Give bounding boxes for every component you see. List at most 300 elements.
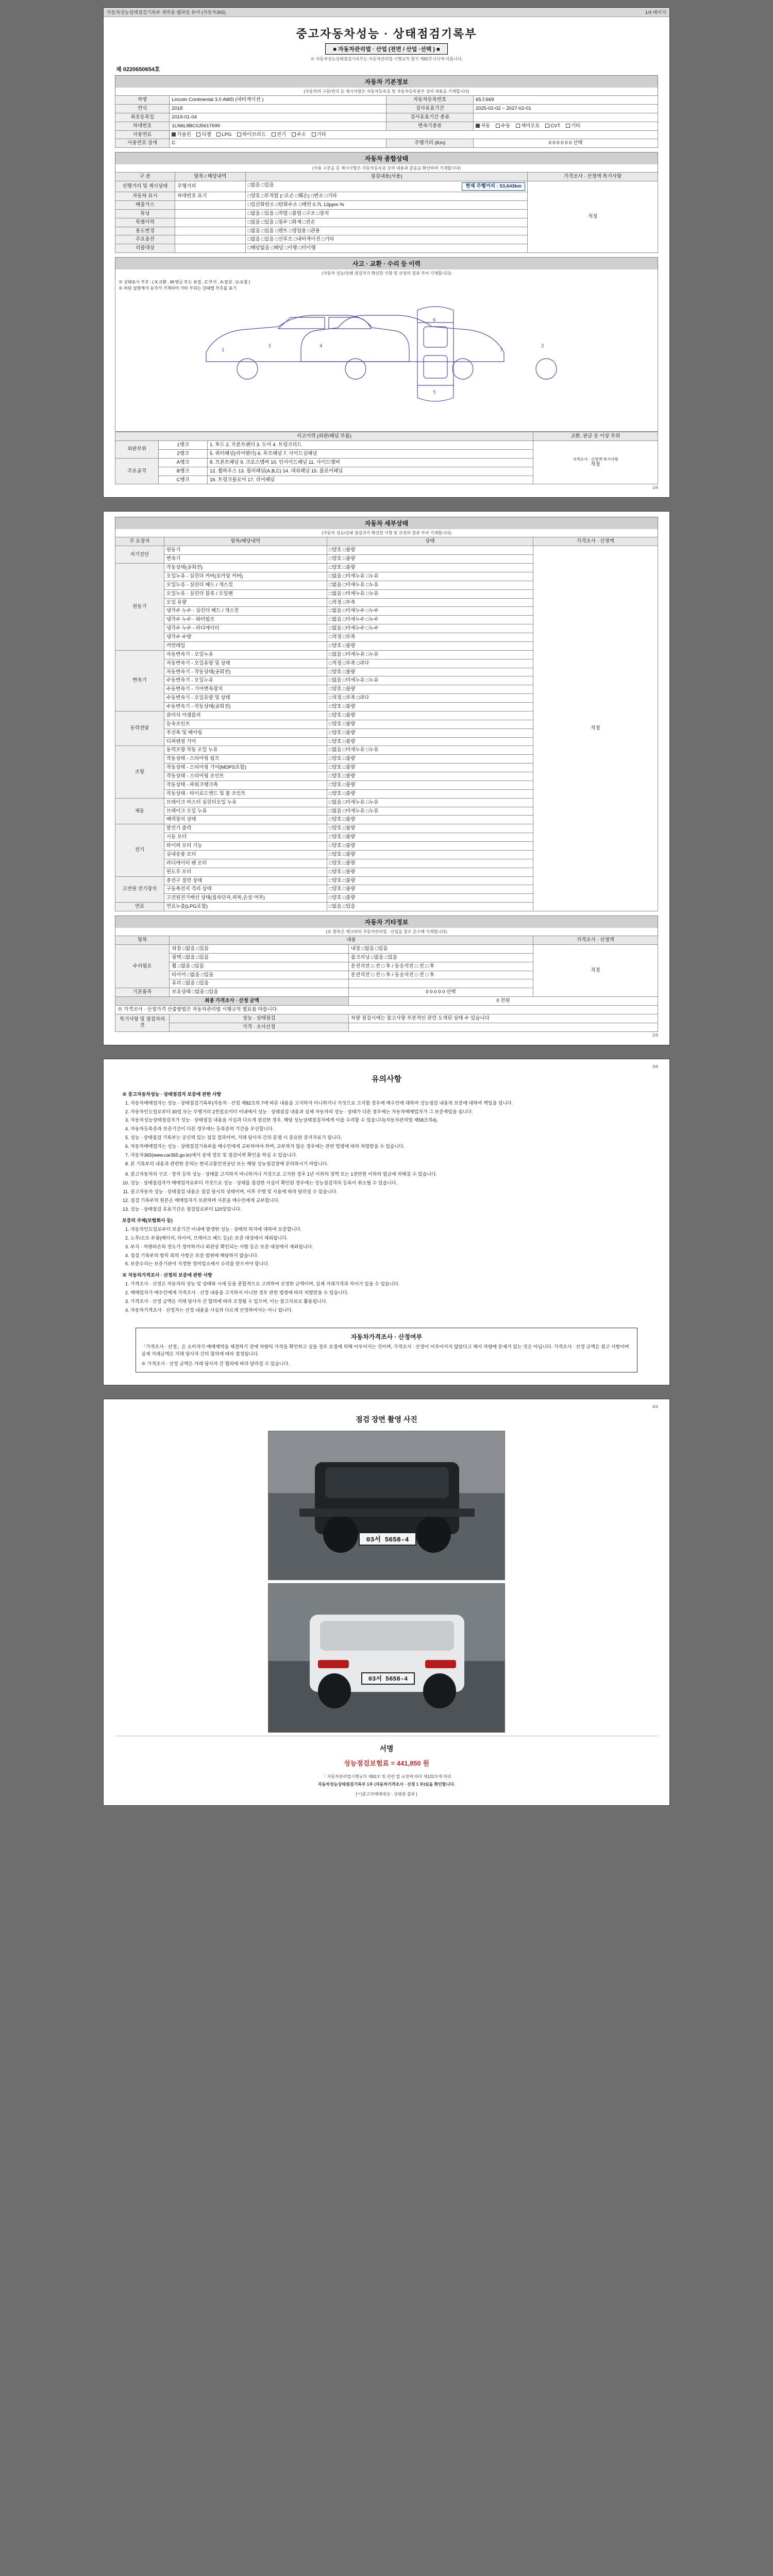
section-detail-note: (자동차 성능/상태 점검자가 확인한 사항 및 산정의 결과 부여 기재합니다) — [115, 529, 658, 537]
rank-level: A랭크 — [159, 458, 208, 467]
col-header: 가격조사 · 산정액 특기사항 — [528, 173, 658, 181]
basic-label: 연식 — [115, 104, 170, 113]
detail-state[interactable]: □없음 □미세누수 □누수 — [327, 616, 533, 624]
etc-price-note: 적정 — [533, 944, 658, 996]
basic-label: 검사유효기간 종류 — [386, 113, 473, 122]
notice-item: 13. 성능 · 상태점검 유효기간은 점검일로부터 120일입니다. — [130, 1206, 651, 1213]
detail-state[interactable]: □적정 □부족 □과다 — [327, 694, 533, 703]
row-state — [245, 181, 528, 192]
price-note-value — [348, 1023, 658, 1031]
checkbox-gasoline[interactable] — [172, 132, 176, 137]
basic-label: 자동차등록번호 — [386, 96, 473, 105]
section-etc-header: 자동차 기타정보 — [115, 916, 658, 928]
price-note-head: 가격 · 조사산정 — [170, 1023, 348, 1031]
declaration-text: 「가격조사 · 산정」은 소비자가 매매계약을 체결하기 전에 차량의 가격을 확인하고 싶을 경우 요청에 의해 이루어지는 것이며, 가격조사 · 산정이 이루어지지 않았다고 해서 차량에 문제가 있는 것은 아닙니다. 가격조사 · 산정 금액은 참고 사항이며 실제 거래금액은 거래 당사자 간의 합의에 따라 결정됩니다. — [141, 1344, 629, 1357]
detail-state[interactable]: □양호 □불량 — [327, 894, 533, 903]
etc-item: 외장 □없음 □있음 — [170, 944, 348, 953]
notices-list-1 — [130, 1100, 651, 1168]
inspection-photo-rear — [268, 1583, 505, 1733]
svg-text:7: 7 — [500, 348, 503, 353]
table-row — [115, 130, 658, 139]
page-corner-1: 1/4 — [652, 485, 658, 490]
table-row — [115, 181, 658, 192]
row-state: □없음 □있음 □적법 □불법 □구조 □장치 — [245, 209, 528, 218]
detail-state[interactable]: □양호 □불량 — [327, 720, 533, 728]
etc-item: 광택 □없음 □있음 — [170, 953, 348, 962]
table-row — [115, 96, 658, 105]
etc-item: 운전석전 □ 전 □ 후 / 동승석전 □ 전 □ 후 — [348, 962, 533, 971]
row-state: □없음 □있음 □침수 □화재 □전손 — [245, 218, 528, 227]
detail-item: 자동변속기 - 오일누유 — [164, 650, 327, 659]
special-note-head: 성능 · 상태점검 — [170, 1014, 348, 1023]
detail-item: 수동변속기 - 오일유량 및 상태 — [164, 694, 327, 703]
detail-group: 조향 — [115, 746, 164, 798]
detail-item: 실내송풍 모터 — [164, 850, 327, 859]
rank-level: 1랭크 — [159, 441, 208, 450]
detail-state[interactable]: □없음 □미세누수 □누수 — [327, 607, 533, 616]
basic-value: Lincoln Continental 3.0 AWD (네비게이션 ) — [170, 96, 386, 105]
notice-item: 4. 자동차등록증과 보증기간이 다른 경우에는 등록증의 기간을 우선합니다. — [130, 1126, 651, 1133]
document-page-1 — [103, 7, 670, 498]
checkbox-trans-etc[interactable] — [566, 124, 570, 128]
notices-list-4 — [130, 1281, 651, 1314]
detail-state[interactable]: □양호 □불량 — [327, 764, 533, 772]
detail-item: 변속기 — [164, 555, 327, 564]
table-row — [115, 441, 658, 450]
basic-label: 사용연료 상세 — [115, 139, 170, 148]
row-group: 자동차 표시 — [115, 192, 175, 201]
etc-item: 내장 □없음 □있음 — [348, 944, 533, 953]
detail-item: 오일 유량 — [164, 598, 327, 607]
window-title: 자동차성능상태점검기록부 제작용 웹파일 뷰어 (자동차365) — [107, 10, 226, 15]
notices-body — [115, 1085, 658, 1323]
notices-section-sub-head: 보증의 주체(보험회사 등) — [122, 1217, 173, 1223]
detail-item: 와이퍼 모터 기능 — [164, 842, 327, 851]
row-item — [175, 200, 245, 209]
notice-item: 1. 가격조사 · 산정은 자동차의 성능 및 상태와 시세 등을 종합적으로 고려하여 산정한 금액이며, 실제 거래가격과 차이가 있을 수 있습니다. — [130, 1281, 651, 1288]
detail-item: 추진축 및 베어링 — [164, 728, 327, 737]
row-group: 선행거리 및 제시상태 — [115, 181, 175, 192]
footer-tag: [ㅜ]중고차매매대상 · 상태점 결과 ] — [356, 1791, 417, 1797]
license-plate-front: 03서 5658-4 — [359, 1532, 416, 1546]
detail-state[interactable]: □양호 □불량 — [327, 728, 533, 737]
section-overall-note: (사용 구분을 등 제시사항은 자동차등록증 상의 내용과 같음을 확인하며 기재합니다) — [115, 164, 658, 172]
detail-state[interactable]: □없음 □미세누유 □누유 — [327, 807, 533, 816]
detail-item: 연료누출(LPG포함) — [164, 903, 327, 911]
notice-item: 3. 가격조사 · 산정 금액은 거래 당사자 간 합의에 따라 조정될 수 있으며, 이는 참고자료로 활용됩니다. — [130, 1298, 651, 1306]
basic-value: 2025-02-02 ~ 2027-02-01 — [473, 104, 658, 113]
notice-item: 2. 노후/소모 부품(배터리, 타이어, 브레이크 패드 등)은 보증 대상에서 제외됩니다. — [130, 1235, 651, 1242]
detail-state[interactable]: □양호 □불량 — [327, 668, 533, 676]
table-row — [115, 113, 658, 122]
col-header: 구 분 — [115, 173, 175, 181]
detail-state[interactable]: □양호 □불량 — [327, 711, 533, 720]
detail-state[interactable]: □양호 □불량 — [327, 703, 533, 711]
detail-group: 원동기 — [115, 564, 164, 651]
detail-group: 연료 — [115, 903, 164, 911]
rank-level: B랭크 — [159, 467, 208, 476]
detail-item: 수동변속기 - 오일누유 — [164, 676, 327, 685]
etc-item: 룸크리닝 □없음 □있음 — [348, 953, 533, 962]
inspection-fee-label: 성능점검보험료 = — [344, 1759, 395, 1767]
row-item — [175, 227, 245, 235]
detail-state[interactable]: □양호 □불량 — [327, 737, 533, 746]
notice-item: 12. 점검 기록부의 원본은 매매업자가 보관하며 사본을 매수인에게 교부합니다. — [130, 1197, 651, 1205]
rank-items: 5. 쿼터패널(리어팬더) 6. 루프패널 7. 사이드실패널 — [208, 449, 533, 458]
detail-item: 작동상태 - 스티어링 기어(MDPS포함) — [164, 764, 327, 772]
basic-value: 2019-01-04 — [170, 113, 386, 122]
notice-item: 8. 본 기록부의 내용과 관련한 문의는 한국교통안전공단 또는 해당 성능점검장에 문의하시기 바랍니다. — [130, 1161, 651, 1168]
table-row — [115, 122, 658, 130]
window-page-indicator: 1/4 페이지 — [645, 10, 666, 15]
detail-state[interactable]: □양호 □불량 — [327, 755, 533, 764]
checkbox-diesel[interactable] — [196, 132, 200, 137]
detail-item: 발전기 출력 — [164, 824, 327, 833]
notice-item: 4. 점검 기록부의 항목 외의 사항은 보증 범위에 해당하지 않습니다. — [130, 1252, 651, 1260]
notice-item: 7. 자동차365(www.car365.go.kr)에서 상세 정보 및 점검이력 확인을 하실 수 있습니다. — [130, 1152, 651, 1159]
etc-item: 0 0 0 0 0 선택 — [348, 988, 533, 997]
notice-item: 10. 성능 · 상태점검자가 매매업자로부터 거짓으로 성능 · 상태를 점검한 사실이 확인된 경우에는 성능점검자의 등록이 취소될 수 있습니다. — [130, 1180, 651, 1187]
detail-item: 디퍼렌셜 기어 — [164, 737, 327, 746]
col-header: 가격조사 · 산정액 — [533, 537, 658, 546]
row-state: □양호 □부적합 (□오손 □훼손) □변조 □기타 — [245, 192, 528, 201]
detail-state[interactable]: □없음 □미세누수 □누수 — [327, 624, 533, 633]
detail-state[interactable]: □없음 □있음 — [327, 903, 533, 911]
etc-item: 운전석전 □ 전 □ 후 / 동승석전 □ 전 □ 후 — [348, 971, 533, 979]
row-group: 주요옵션 — [115, 235, 175, 244]
row-state: □해당없음 □해당 □이행 □미이행 — [245, 244, 528, 253]
detail-item: 배력장치 상태 — [164, 816, 327, 824]
detail-state[interactable]: □양호 □불량 — [327, 859, 533, 868]
notices-list-2 — [130, 1171, 651, 1213]
basic-label: 최초등록일 — [115, 113, 170, 122]
detail-state[interactable]: □양호 □불량 — [327, 564, 533, 572]
notice-item: 2. 자동차인도일로부터 30일 또는 주행거리 2천킬로미터 이내에서 성능 · 상태점검 내용과 실제 자동차의 성능 · 상태가 다른 경우에는 자동차매매업자가 그 보증책임을 집니다. — [130, 1109, 651, 1116]
notice-item: 5. 성능 · 상태점검 기록부는 공신력 있는 점검 결과이며, 거래 당사자 간의 분쟁 시 중요한 증거자료가 됩니다. — [130, 1134, 651, 1142]
detail-state[interactable]: □양호 □불량 — [327, 641, 533, 650]
document-page-4 — [103, 1399, 670, 1806]
table-row — [115, 997, 658, 1006]
col-header: 항목/해당내역 — [164, 537, 327, 546]
col-header: 상태 — [327, 537, 533, 546]
svg-text:5: 5 — [433, 390, 436, 396]
overall-state-table — [115, 172, 658, 253]
etc-item: 보유상태 □없음 □있음 — [170, 988, 348, 997]
notices-list-3 — [130, 1226, 651, 1268]
svg-text:4: 4 — [320, 344, 323, 349]
mileage-digits-value: 0 0 0 0 0 0 선택 — [548, 140, 583, 146]
detail-item: 커먼레일 — [164, 641, 327, 650]
notice-item: 1. 자동차인도일로부터 보증기간 이내에 발생한 성능 · 상태의 하자에 대하여 보증합니다. — [130, 1226, 651, 1233]
row-state-text: □없음 □있음 — [247, 182, 274, 189]
footer-note-2: 자동차성능상태점검기록부 1부 (자동차가격조사 · 산정 1 부)임을 확인합니다. — [317, 1782, 456, 1787]
document-number — [116, 65, 658, 73]
detail-state[interactable]: □양호 □불량 — [327, 546, 533, 555]
detail-item: 라디에이터 팬 모터 — [164, 859, 327, 868]
detail-item: 오일누유 - 실린더 블록 / 오일팬 — [164, 589, 327, 598]
page-legal-note: ※ 자동차성능상태점검기록부는 자동차관리법 시행규칙 별지 제82호서식에 따릅니다. — [310, 57, 463, 61]
detail-item: 냉각수 누수 - 실린더 헤드 / 개스킷 — [164, 607, 327, 616]
section-accident-header: 사고 · 교환 · 수리 등 이력 — [115, 257, 658, 269]
row-item — [175, 235, 245, 244]
basic-value: 1LN6L9BC0J5617699 — [170, 122, 386, 130]
detail-item: 동력조향 작동 오일 누유 — [164, 746, 327, 755]
detail-item: 자동변속기 - 오일유량 및 상태 — [164, 659, 327, 668]
basic-value — [473, 113, 658, 122]
document-number-label: 제 — [116, 66, 122, 73]
detail-item: 구동축전지 격리 상태 — [164, 885, 327, 894]
detail-state[interactable]: □적정 □부족 □과다 — [327, 659, 533, 668]
basic-value: 2018 — [170, 104, 386, 113]
detail-state[interactable]: □양호 □불량 — [327, 850, 533, 859]
detail-item: 작동상태 - 스티어링 조인트 — [164, 772, 327, 781]
rank-level: 2랭크 — [159, 449, 208, 458]
etc-item: 타이어 □없음 □있음 — [170, 971, 348, 979]
diagram-legend-2: ※ 하단 설명에서 숫자가 기재되어 기타 부위는 상태별 부호를 표기 — [119, 286, 237, 291]
document-page-3 — [103, 1059, 670, 1385]
basic-label: 차명 — [115, 96, 170, 105]
detail-state[interactable]: □없음 □미세누유 □누유 — [327, 581, 533, 589]
row-item — [175, 209, 245, 218]
etc-item — [348, 979, 533, 988]
table-header-row — [115, 173, 658, 181]
detail-group: 제동 — [115, 798, 164, 824]
notice-item: 6. 자동차매매업자는 성능 · 상태점검기록부를 매수인에게 교부하여야 하며, 교부하지 않은 경우에는 관련 법령에 따라 처벌받을 수 있습니다. — [130, 1143, 651, 1150]
detail-state[interactable]: □양호 □불량 — [327, 876, 533, 885]
detail-state[interactable]: □없음 □미세누유 □누유 — [327, 650, 533, 659]
rank-level: C랭크 — [159, 476, 208, 484]
basic-value: C — [170, 139, 386, 148]
detail-state[interactable]: □양호 □불량 — [327, 833, 533, 842]
etc-table — [115, 936, 658, 1032]
table-row — [115, 1006, 658, 1014]
checkbox-fuel-etc[interactable] — [312, 132, 316, 137]
detail-state[interactable]: □없음 □미세누유 □누유 — [327, 589, 533, 598]
detail-item: 냉각수 누수 - 라디에이터 — [164, 624, 327, 633]
damage-diagram — [115, 277, 658, 432]
detail-state[interactable]: □양호 □불량 — [327, 772, 533, 781]
notice-item: 4. 자동차가격조사 · 산정자는 산정 내용을 사실과 다르게 산정하여서는 아니 됩니다. — [130, 1307, 651, 1314]
detail-state[interactable]: □양호 □불량 — [327, 885, 533, 894]
notices-section-2-head: ※ 자동차가격조사 · 산정의 보증에 관한 사항 — [122, 1273, 212, 1278]
page-corner-4: 4/4 — [652, 1404, 658, 1409]
row-item — [175, 218, 245, 227]
section-etc-note: (※ 항목은 체크하되 자동차관리법 · 산업을 참조 준수해 기재합니다) — [115, 928, 658, 936]
photos-title: 점검 장면 촬영 사진 — [356, 1415, 417, 1423]
detail-item: 충전구 절연 상태 — [164, 876, 327, 885]
license-plate-rear: 03서 5658-4 — [361, 1672, 415, 1685]
page-corner-3: 3/4 — [652, 1064, 658, 1069]
section-overall-header: 자동차 종합상태 — [115, 152, 658, 164]
table-row — [115, 1014, 658, 1023]
etc-item: 휠 □없음 □있음 — [170, 962, 348, 971]
col-header: 항목 — [115, 936, 170, 945]
section-basic-header: 자동차 기본정보 — [115, 75, 658, 88]
checkbox-semiauto[interactable] — [516, 124, 520, 128]
footer-note-1: 「 자동차관리법시행규칙 제82조 및 관련 법 규정에 따라 제120조에 따라 — [322, 1774, 451, 1779]
accident-price-label: 가격조사 · 산정액 특기사항 — [573, 457, 618, 462]
col-header: 사고이력 (외판/패널 부품) — [115, 432, 533, 441]
detail-item: 작동상태 - 타이로드엔드 및 볼 조인트 — [164, 789, 327, 798]
basic-label: 사용연료 — [115, 130, 170, 139]
detail-item: 작동상태 - 파워크랭크축 — [164, 781, 327, 789]
signature-title: 서명 — [115, 1736, 658, 1756]
checkbox-electric[interactable] — [272, 132, 276, 137]
rank-items: 1. 후드 2. 프론트팬더 3. 도어 4. 트렁크리드 — [208, 441, 533, 450]
fuel-options: 가솔린 디젤 LPG 하이브리드 전기 수소 기타 — [170, 130, 658, 139]
checkbox-auto[interactable] — [476, 124, 480, 128]
detail-state[interactable]: □적정 □부족 — [327, 598, 533, 607]
detail-price-note: 적정 — [533, 546, 658, 911]
detail-item: 등속조인트 — [164, 720, 327, 728]
panel-rank-table — [115, 432, 658, 484]
total-label: 최종 가격조사 · 산정 금액 — [115, 997, 349, 1006]
table-header-row — [115, 432, 658, 441]
title-block — [115, 25, 658, 62]
col-header: 가격조사 · 산정액 — [533, 936, 658, 945]
detail-state[interactable]: □적정 □부족 — [327, 633, 533, 642]
window-titlebar — [104, 8, 669, 17]
detail-state[interactable]: □없음 □미세누유 □누유 — [327, 746, 533, 755]
detail-group: 고전원 전기장치 — [115, 876, 164, 903]
detail-item: 오일누유 - 실린더 커버(로카암 커버) — [164, 572, 327, 581]
checkbox-manual[interactable] — [496, 124, 500, 128]
detail-state[interactable]: □양호 □불량 — [327, 824, 533, 833]
basic-value: 65소669 — [473, 96, 658, 105]
declaration-subtext: ※ 가격조사 · 산정 금액은 거래 당사자 간 협의에 따라 달라질 수 있습니다. — [141, 1361, 290, 1367]
inspection-photo-front — [268, 1431, 505, 1580]
detail-state[interactable]: □없음 □미세누유 □누유 — [327, 676, 533, 685]
basic-label: 차대번호 — [115, 122, 170, 130]
col-header: 교환, 판금 등 이상 부위 — [533, 432, 658, 441]
rank-items: 16. 트렁크플로어 17. 리어패널 — [208, 476, 533, 484]
table-header-row — [115, 537, 658, 546]
table-row — [115, 1023, 658, 1031]
table-row — [115, 546, 658, 555]
car-outline-diagram — [191, 291, 582, 419]
detail-item: 작동상태(공회전) — [164, 564, 327, 572]
checkbox-hybrid[interactable] — [237, 132, 241, 137]
basic-info-table — [115, 95, 658, 148]
row-state: □일산화탄소 □탄화수소 □매연 0.7L 13ppm % — [245, 200, 528, 209]
detail-item: 냉각수 누수 - 워터펌프 — [164, 616, 327, 624]
col-header: 항목 / 해당내역 — [175, 173, 245, 181]
detail-item: 냉각수 수량 — [164, 633, 327, 642]
detail-item: 브레이크 마스터 실린더오일 누유 — [164, 798, 327, 807]
basic-label: 변속기종류 — [386, 122, 473, 130]
row-group: 튜닝 — [115, 209, 175, 218]
detail-item: 수동변속기 - 작동상태(공회전) — [164, 703, 327, 711]
special-note-label: 특기사항 및 점검자의견 — [115, 1014, 170, 1031]
checkbox-hydrogen[interactable] — [292, 132, 296, 137]
row-group: 용도변경 — [115, 227, 175, 235]
inspection-fee-value: 441,850 원 — [396, 1759, 429, 1767]
mileage-highlight: 현재 주행거리 : 53,643km — [462, 182, 525, 191]
total-note: ※ 가격조사 · 산정가격 산출방법은 자동차관리법 시행규칙 별표를 따릅니다. — [115, 1006, 658, 1014]
row-group: 배출가스 — [115, 200, 175, 209]
row-state: □없음 □있음 □렌트 □영업용 □관용 — [245, 227, 528, 235]
detail-state[interactable]: □양호 □불량 — [327, 781, 533, 789]
rank-items: 8. 프론트패널 9. 크로스멤버 10. 인사이드패널 11. 사이드멤버 — [208, 458, 533, 467]
detail-state[interactable]: □없음 □미세누유 □누유 — [327, 572, 533, 581]
checkbox-lpg[interactable] — [216, 132, 221, 137]
table-row — [115, 944, 658, 953]
notice-item: 3. 부식 · 차량파손의 정도가 경미하거나 외관상 확인되는 사항 등은 보증 대상에서 제외됩니다. — [130, 1244, 651, 1251]
col-header: 점검내용(사용) — [245, 173, 528, 181]
notice-item: 1. 자동차매매업자는 성능 · 상태점검기록부(자동차 · 산업 제82조의 7에 따른 내용을 고지하지 아니하거나 거짓으로 고지할 경우에 매수인에 대하여 성능점검 내용의 보증에 대하여 책임을 집니다. — [130, 1100, 651, 1107]
detail-state[interactable]: □양호 □불량 — [327, 842, 533, 851]
checkbox-cvt[interactable] — [545, 124, 549, 128]
diagram-legend-1: ※ 상태표시 부호 : ( X:교환 , W:판금 또는 용접 , C:부식 , A:절상 , U:요철 ) — [119, 280, 250, 285]
row-group: 특별이력 — [115, 218, 175, 227]
rank-items: 12. 휠하우스 13. 필러패널(A,B,C) 14. 대쉬패널 15. 플로어패널 — [208, 467, 533, 476]
row-state: □없음 □있음 □선루프 □내비게이션 □기타 — [245, 235, 528, 244]
col-header: 내용 — [170, 936, 533, 945]
accident-price-value: 적정 — [591, 462, 600, 468]
detail-item: 오일누유 - 실린더 헤드 / 개스킷 — [164, 581, 327, 589]
svg-text:3: 3 — [268, 344, 271, 349]
notice-item: 2. 매매업자가 매수인에게 가격조사 · 산정 내용을 고지하지 아니한 경우 관련 법령에 따라 처벌받을 수 있습니다. — [130, 1290, 651, 1297]
inspection-fee — [115, 1756, 658, 1773]
etc-group: 기본품목 — [115, 988, 170, 997]
rank-group: 외판부위 — [115, 441, 159, 459]
detail-state[interactable]: □양호 □불량 — [327, 868, 533, 876]
notice-item: 9. 중고자동차의 구조 · 장치 등의 성능 · 상태를 고지하지 아니하거나 거짓으로 고지한 경우 1년 이하의 징역 또는 1천만원 이하의 벌금에 처해질 수 있습니다. — [130, 1171, 651, 1178]
detail-item: 윈도우 모터 — [164, 868, 327, 876]
notice-item: 3. 자동차성능상태점검자가 성능 · 상태점검 내용을 사실과 다르게 점검한 경우, 해당 성능상태점검자에게 이를 수리할 수 있습니다(자동차관리법 제58조의4). — [130, 1117, 651, 1124]
notice-item: 11. 중고자동차 성능 · 상태점검 내용은 점검 당시의 상태이며, 이후 주행 및 사용에 따라 달라질 수 있습니다. — [130, 1189, 651, 1196]
etc-item: 유리 □없음 □있음 — [170, 979, 348, 988]
col-header: 주 요장치 — [115, 537, 164, 546]
basic-label: 검사유효기간 — [386, 104, 473, 113]
row-group: 리콜대상 — [115, 244, 175, 253]
row-item — [175, 244, 245, 253]
section-detail-header: 자동차 세부상태 — [115, 517, 658, 529]
detail-item: 수동변속기 - 기어변속장치 — [164, 685, 327, 694]
detail-state[interactable]: □양호 □불량 — [327, 555, 533, 564]
basic-label: 주행거리 (Km) — [386, 139, 473, 148]
detail-item: 원동기 — [164, 546, 327, 555]
table-row — [115, 139, 658, 148]
price-note: 적정 — [528, 181, 658, 253]
total-value: 0 천원 — [348, 997, 658, 1006]
section-basic-note: (자동차의 구분/연식 등 제시사항은 자동차등록증 및 자동차등록원부 상의 내용을 기재합니다) — [115, 88, 658, 95]
detail-item: 시동 모터 — [164, 833, 327, 842]
declaration-box — [136, 1328, 637, 1372]
special-note-value: 차량 점검시에는 참고사항 부분적인 관련 도색된 상태 수 있습니다 — [348, 1014, 658, 1023]
row-item: 차대번호 표기 — [175, 192, 245, 201]
svg-text:1: 1 — [222, 348, 225, 353]
detail-state[interactable]: □양호 □불량 — [327, 789, 533, 798]
detail-item: 클러치 어셈블리 — [164, 711, 327, 720]
detail-item: 자동변속기 - 작동상태(공회전) — [164, 668, 327, 676]
table-header-row — [115, 936, 658, 945]
transmission-options: 자동 수동 세미오토 CVT 기타 — [473, 122, 658, 130]
detail-group: 변속기 — [115, 650, 164, 711]
row-item: 주행거리 — [175, 181, 245, 192]
detail-state[interactable]: □양호 □불량 — [327, 685, 533, 694]
detail-state[interactable]: □양호 □불량 — [327, 816, 533, 824]
detail-state[interactable]: □없음 □미세누유 □누유 — [327, 798, 533, 807]
detail-state-table — [115, 537, 658, 911]
detail-item: 작동상태 - 스티어링 펌프 — [164, 755, 327, 764]
declaration-title: 자동차가격조사 · 산정여부 — [350, 1333, 423, 1341]
rank-group: 주요골격 — [115, 458, 159, 484]
page-corner-2: 2/4 — [652, 1032, 658, 1038]
notice-item: 5. 보증수리는 보증기관이 지정한 정비업소에서 수리를 받으셔야 합니다. — [130, 1261, 651, 1268]
accident-price-note — [533, 441, 658, 484]
notices-title: 유의사항 — [372, 1074, 401, 1083]
